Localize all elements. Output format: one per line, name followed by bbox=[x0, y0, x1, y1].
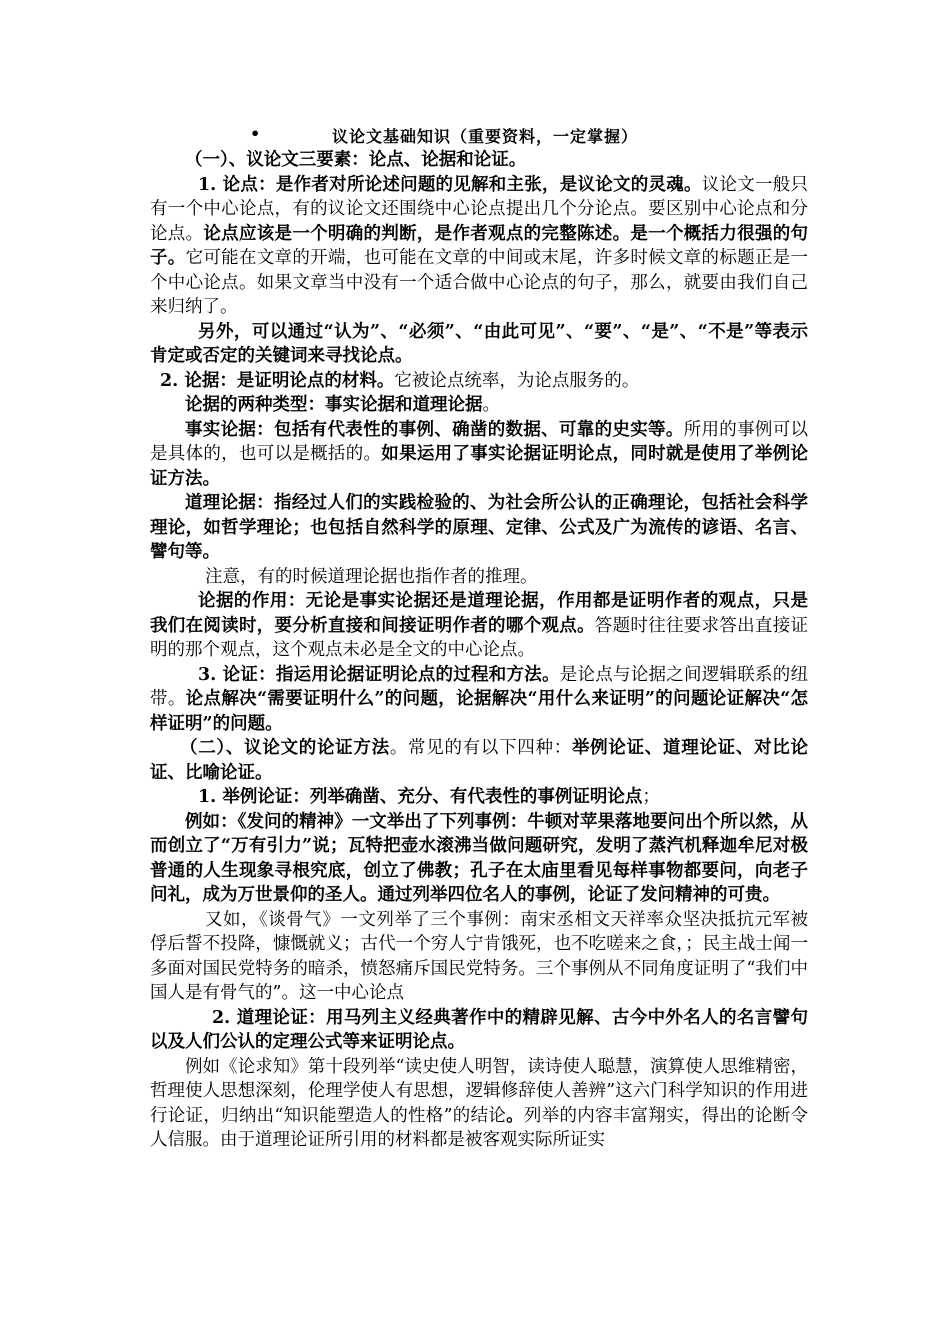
paragraph-evidence-role: 论据的作用：无论是事实论据还是道理论据，作用都是证明作者的观点，只是我们在阅读时，要分析直接和间接证明作者的哪个观点。答题时往往要求答出直接证明的那个观点，这个观点未必是全文的中心论点。 bbox=[150, 591, 809, 660]
paragraph-factual-evidence: 事实论据：包括有代表性的事例、确凿的数据、可靠的史实等。所用的事例可以是具体的，也可以是概括的。如果运用了事实论据证明论点，同时就是使用了举例论证方法。 bbox=[150, 419, 809, 489]
paragraph-reason-example: 例如《论求知》第十段列举“读史使人明智，读诗使人聪慧，演算使人思维精密，哲理使人思想深刻，伦理学使人有思想，逻辑修辞使人善辨”这六门科学知识的作用进行论证，归纳出“知识能塑造人的性格”的结论。列举的内容丰富翔实，得出的论断令人信服。由于道理论证所引用的材料都是被客观实际所证实 bbox=[150, 1056, 808, 1150]
paragraph-note: 注意，有的时候道理论据也指作者的推理。 bbox=[205, 566, 538, 587]
paragraph-thesis: 1. 论点：是作者对所论述问题的见解和主张，是议论文的灵魂。议论文一般只有一个中心论点，有的议论文还围绕中心论点提出几个分论点。要区别中心论点和分论点。论点应该是一个明确的判断，是作者观点的完整陈述。是一个概括力很强的句子。它可能在文章的开端，也可能在文章的中间或末尾，许多时候文章的标题正是一个中心论点。如果文章当中没有一个适合做中心论点的句子，那么，就要由我们自己来归纳了。 bbox=[150, 174, 809, 317]
paragraph-evidence-types: 论据的两种类型：事实论据和道理论据。 bbox=[185, 395, 500, 415]
paragraph-reason-argument: 2. 道理论证：用马列主义经典著作中的精辟见解、古今中外名人的名言譬句以及人们公认的定理公式等来证明论点。 bbox=[150, 1007, 808, 1052]
paragraph-argumentation: 3. 论证：指运用论据证明论点的过程和方法。是论点与论据之间逻辑联系的纽带。论点解决“需要证明什么”的问题，论据解决“用什么来证明”的问题论证解决“怎样证明”的问题。 bbox=[150, 664, 809, 734]
section-heading-elements: （一）、议论文三要素：论点、论据和论证。 bbox=[185, 150, 527, 170]
paragraph-reasoning-evidence: 道理论据：指经过人们的实践检验的、为社会所公认的正确理论，包括社会科学理论，如哲学理论；也包括自然科学的原理、定律、公式及广为流传的谚语、名言、譬句等。 bbox=[150, 493, 808, 562]
paragraph-example-1: 例如：《发问的精神》一文举出了下列事例：牛顿对苹果落地要问出个所以然，从而创立了“万有引力”说；瓦特把壶水滚沸当做问题研究，发明了蒸汽机释迦牟尼对极普通的人生现象寻根究底，创立了佛教；孔子在太庙里看见每样事物都要问，向老子问礼，成为万世景仰的圣人。通过列举四位名人的事例，论证了发问精神的可贵。 bbox=[150, 811, 808, 905]
paragraph-example-argument: 1. 举例论证：列举确凿、充分、有代表性的事例证明论点； bbox=[198, 787, 660, 807]
section-heading-methods: （二）、议论文的论证方法。常见的有以下四种：举例论证、道理论证、对比论证、比喻论证。 bbox=[150, 738, 809, 783]
bullet-icon: • bbox=[250, 124, 261, 143]
document-title-row bbox=[150, 124, 808, 148]
document-body bbox=[150, 124, 808, 1153]
paragraph-keywords: 另外，可以通过“认为”、“必须”、“由此可见”、“要”、“是”、“不是”等表示肯定或否定的关键词来寻找论点。 bbox=[150, 321, 808, 366]
paragraph-example-2: 又如，《谈骨气》一文列举了三个事例：南宋丞相文天祥率众坚决抵抗元军被俘后誓不投降，慷慨就义；古代一个穷人宁肯饿死，也不吃嗟来之食，；民主战士闻一多面对国民党特务的暗杀，愤怒痛斥国民党特务。三个事例从不同角度证明了“我们中国人是有骨气的”。这一中心论点 bbox=[150, 909, 808, 1003]
paragraph-evidence: 2. 论据：是证明论点的材料。它被论点统率，为论点服务的。 bbox=[160, 370, 640, 391]
document-title: 议论文基础知识（重要资料，一定掌握） bbox=[332, 127, 639, 146]
